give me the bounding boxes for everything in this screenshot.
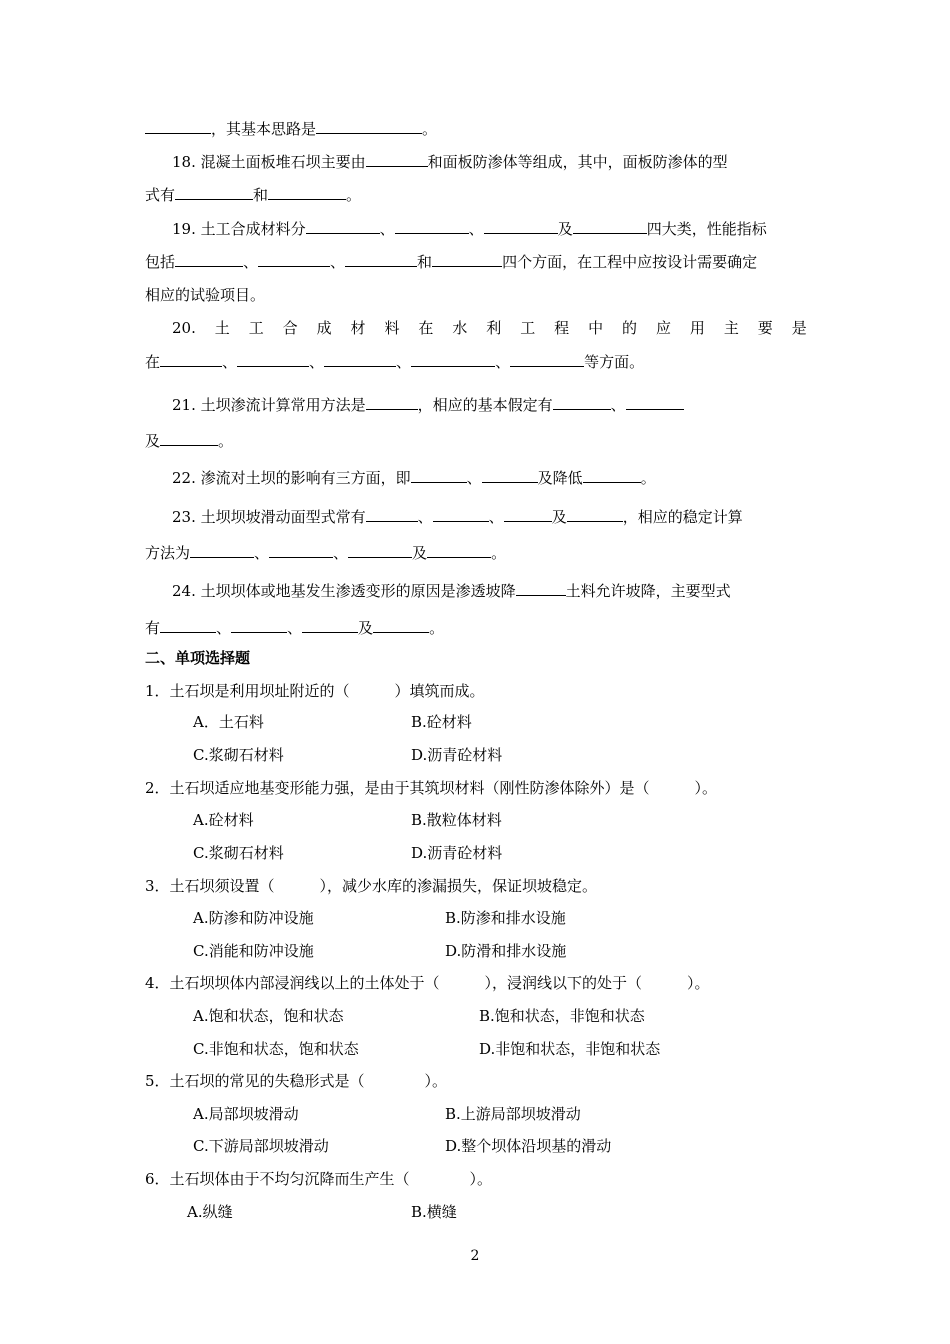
text: 包括 [145, 253, 176, 271]
text: 式有 [145, 186, 176, 204]
blank [510, 351, 584, 367]
mc-option: C.浆砌石材料 [193, 844, 284, 862]
mc-question-stem: 4．土石坝坝体内部浸润线以上的土体处于（ ），浸润线以下的处于（ ）。 [145, 974, 710, 992]
text: 土料允许坡降，主要型式 [565, 582, 731, 600]
text: 及 [412, 544, 428, 562]
mc-option: C.消能和防冲设施 [193, 942, 314, 960]
question-19-line3 [145, 285, 265, 305]
text: 在 [145, 353, 161, 371]
section-heading: 二、单项选择题 [145, 649, 251, 667]
question-24-line1 [172, 580, 731, 601]
question-19-line1 [172, 218, 767, 239]
text: 土坝渗流计算常用方法是 [200, 396, 366, 414]
blank [567, 506, 623, 522]
mc-option: B.散粒体材料 [411, 811, 502, 829]
question-24-line2 [145, 617, 444, 638]
question-23-line1 [172, 506, 743, 527]
blank [366, 151, 428, 167]
mc-option: B.横缝 [411, 1203, 457, 1221]
text: 、 [396, 353, 412, 371]
blank [432, 251, 502, 267]
text: 、 [330, 253, 346, 271]
mc-option: D.防滑和排水设施 [445, 942, 567, 960]
text-char: 的 [622, 319, 638, 337]
text-char: 在 [418, 319, 434, 337]
text: 和面板防渗体等组成，其中，面板防渗体的型 [427, 153, 728, 171]
blank [433, 506, 489, 522]
mc-option: B.上游局部坝坡滑动 [445, 1105, 581, 1123]
question-20-line2 [145, 351, 644, 372]
blank [373, 617, 429, 633]
text: 及 [551, 508, 567, 526]
text: 、 [216, 619, 232, 637]
text: 。 [422, 120, 438, 138]
blank [145, 118, 211, 134]
mc-option: B.防渗和排水设施 [445, 909, 566, 927]
text: 及 [145, 432, 161, 450]
text: 、 [495, 353, 511, 371]
text: 。 [218, 432, 234, 450]
text: 土坝坝体或地基发生渗透变形的原因是渗透坡降 [200, 582, 516, 600]
text: 、 [309, 353, 325, 371]
blank [237, 351, 309, 367]
question-18-line1 [172, 151, 728, 172]
blank [427, 542, 491, 558]
text: 混凝土面板堆石坝主要由 [200, 153, 366, 171]
blank [484, 218, 558, 234]
text: 、 [254, 544, 270, 562]
mc-question-stem: 6．土石坝体由于不均匀沉降而生产生（ ）。 [145, 1170, 493, 1188]
mc-option: C.下游局部坝坡滑动 [193, 1137, 329, 1155]
text-char: 工 [520, 319, 536, 337]
text: ，相应的基本假定有 [417, 396, 553, 414]
blank [348, 542, 412, 558]
mc-option: A．土石料 [193, 713, 264, 731]
question-number: 23. [172, 508, 196, 526]
text: 土坝坝坡滑动面型式常有 [200, 508, 366, 526]
text-char: 用 [689, 319, 705, 337]
blank [160, 617, 216, 633]
text: 四个方面，在工程中应按设计需要确定 [502, 253, 758, 271]
blank [316, 118, 422, 134]
text-char: 20. [172, 319, 196, 337]
mc-option: A.饱和状态，饱和状态 [193, 1007, 344, 1025]
text: 四大类，性能指标 [646, 220, 767, 238]
text: 。 [491, 544, 507, 562]
question-number: 18. [172, 153, 196, 171]
blank [516, 580, 566, 596]
blank [395, 218, 469, 234]
mc-option: A.砼材料 [193, 811, 254, 829]
text: 土工合成材料分 [200, 220, 306, 238]
text: 。 [429, 619, 445, 637]
text-char: 合 [282, 319, 298, 337]
text: 、 [379, 220, 395, 238]
question-20-line1 [172, 318, 807, 338]
blank [583, 467, 641, 483]
question-23-line2 [145, 542, 506, 563]
blank [345, 251, 417, 267]
mc-option: D.非饱和状态，非饱和状态 [479, 1040, 661, 1058]
text-char: 土 [214, 319, 230, 337]
question-number: 21. [172, 396, 196, 414]
text: 、 [468, 220, 484, 238]
text-char: 材 [350, 319, 366, 337]
text: 、 [243, 253, 259, 271]
text-char: 中 [588, 319, 604, 337]
text: 和 [417, 253, 433, 271]
mc-option: C.非饱和状态，饱和状态 [193, 1040, 359, 1058]
text: 及 [358, 619, 374, 637]
mc-question-stem: 5．土石坝的常见的失稳形式是（ ）。 [145, 1072, 448, 1090]
mc-option: B.砼材料 [411, 713, 472, 731]
blank [175, 184, 253, 200]
text: 、 [287, 619, 303, 637]
text-char: 程 [554, 319, 570, 337]
text: 方法为 [145, 544, 191, 562]
text: ，其基本思路是 [211, 120, 317, 138]
text-char: 主 [723, 319, 739, 337]
question-22 [172, 467, 656, 488]
blank [573, 218, 647, 234]
text-char: 料 [384, 319, 400, 337]
text: 渗流对土坝的影响有三方面，即 [200, 469, 411, 487]
question-number: 24. [172, 582, 196, 600]
mc-option: D.沥青砼材料 [411, 746, 503, 764]
mc-option: D.整个坝体沿坝基的滑动 [445, 1137, 612, 1155]
text-char: 工 [248, 319, 264, 337]
blank [175, 251, 243, 267]
text: 相应的试验项目。 [145, 286, 266, 304]
text: 、 [466, 469, 482, 487]
text-char: 应 [655, 319, 671, 337]
text-char: 要 [757, 319, 773, 337]
blank [302, 617, 358, 633]
text: 。 [640, 469, 656, 487]
blank [411, 351, 495, 367]
mc-option: D.沥青砼材料 [411, 844, 503, 862]
mc-option: A.局部坝坡滑动 [193, 1105, 299, 1123]
blank [160, 351, 222, 367]
text-char: 成 [316, 319, 332, 337]
text-char: 是 [791, 319, 807, 337]
text: 及降低 [537, 469, 583, 487]
text: 、 [417, 508, 433, 526]
text: 和 [253, 186, 269, 204]
text: 、 [333, 544, 349, 562]
blank [482, 467, 538, 483]
blank [306, 218, 380, 234]
page-number: 2 [470, 1248, 480, 1264]
mc-question-stem: 1．土石坝是利用坝址附近的（ ）填筑而成。 [145, 682, 485, 700]
blank [269, 542, 333, 558]
mc-option: A.纵缝 [187, 1203, 233, 1221]
mc-option: A.防渗和防冲设施 [193, 909, 314, 927]
mc-question-stem: 3．土石坝须设置（ ），减少水库的渗漏损失，保证坝坡稳定。 [145, 877, 598, 895]
mc-option: C.浆砌石材料 [193, 746, 284, 764]
mc-question-stem: 2．土石坝适应地基变形能力强，是由于其筑坝材料（刚性防渗体除外）是（ ）。 [145, 779, 718, 797]
question-19-line2 [145, 251, 757, 272]
question-21-line1 [172, 394, 684, 415]
blank [190, 542, 254, 558]
blank [268, 184, 346, 200]
blank [366, 506, 418, 522]
blank [258, 251, 330, 267]
blank [626, 394, 684, 410]
text: 、 [488, 508, 504, 526]
blank [160, 430, 218, 446]
blank [231, 617, 287, 633]
blank [411, 467, 467, 483]
blank [324, 351, 396, 367]
text-char: 水 [452, 319, 468, 337]
text: 有 [145, 619, 161, 637]
text: ，相应的稳定计算 [622, 508, 743, 526]
question-number: 19. [172, 220, 196, 238]
question-21-line2 [145, 430, 233, 451]
text: 等方面。 [584, 353, 645, 371]
text: 、 [610, 396, 626, 414]
text: 及 [557, 220, 573, 238]
blank [504, 506, 552, 522]
blank [366, 394, 418, 410]
text: 、 [222, 353, 238, 371]
text: 。 [346, 186, 362, 204]
text-line [145, 118, 437, 139]
question-18-line2 [145, 184, 361, 205]
blank [553, 394, 611, 410]
question-number: 22. [172, 469, 196, 487]
text-char: 利 [486, 319, 502, 337]
mc-option: B.饱和状态，非饱和状态 [479, 1007, 645, 1025]
